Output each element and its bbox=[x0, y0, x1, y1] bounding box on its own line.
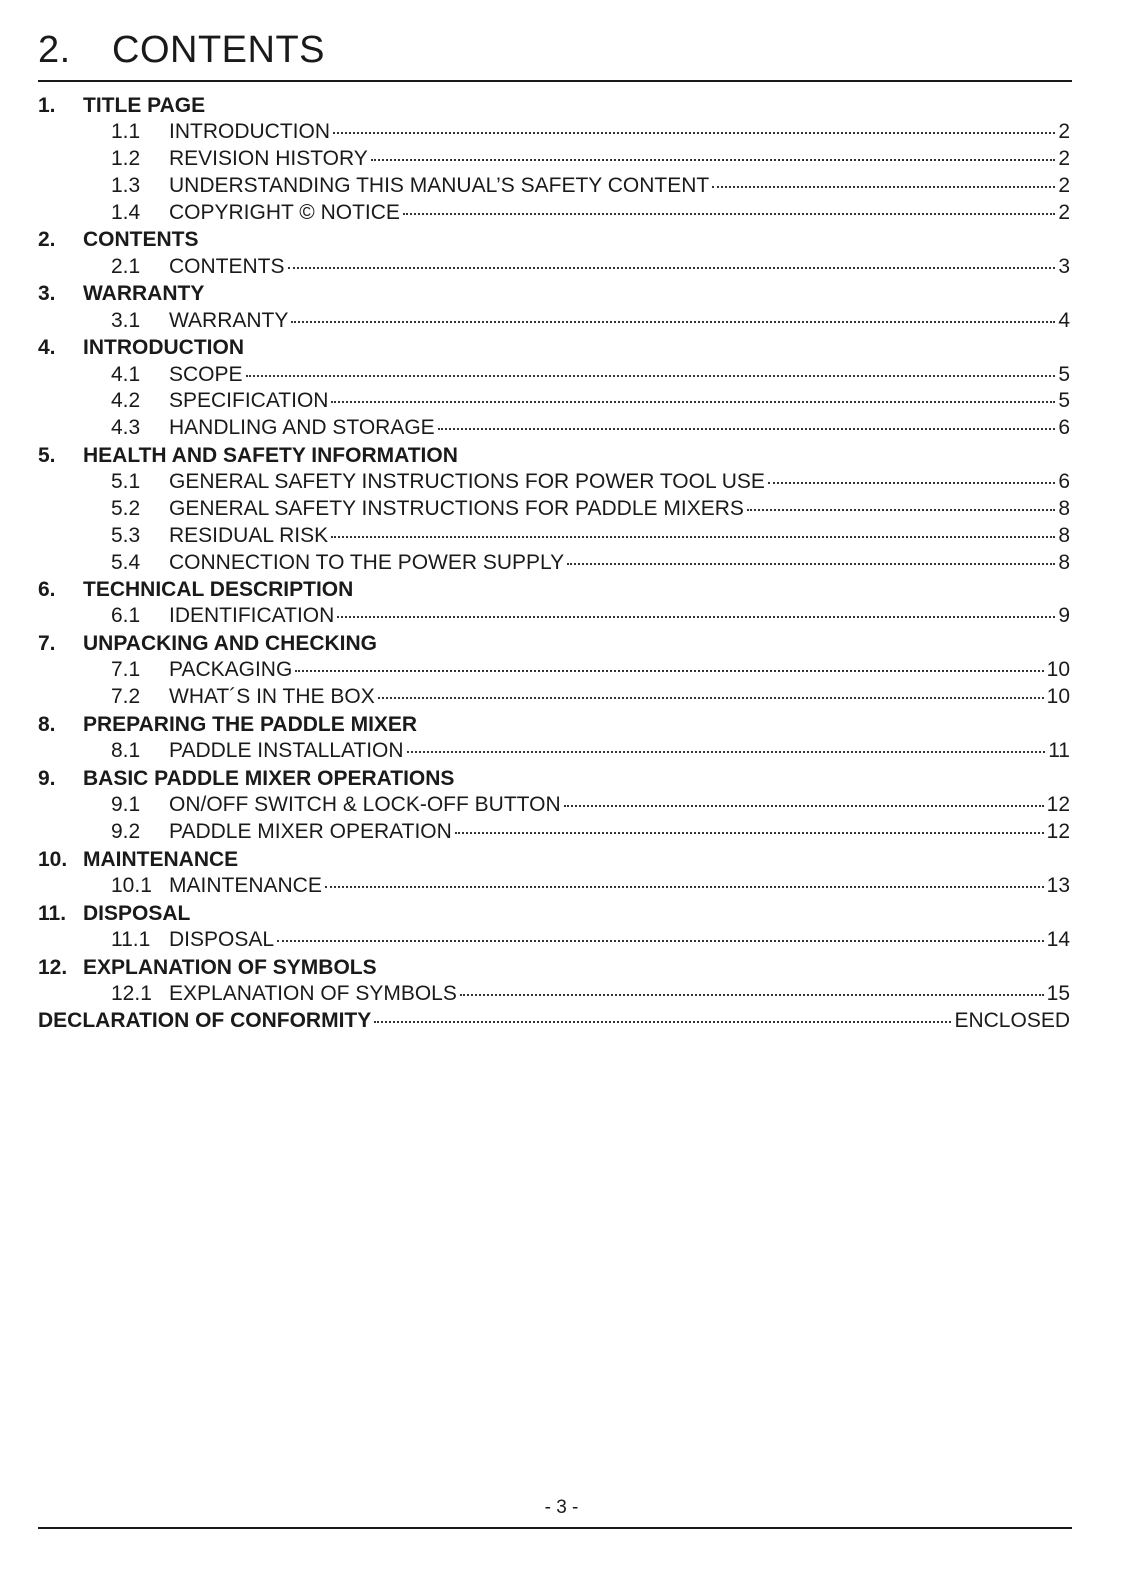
toc-entry-page: 13 bbox=[1046, 874, 1070, 898]
toc-entry-page: 2 bbox=[1058, 173, 1070, 197]
dot-leader bbox=[460, 994, 1044, 996]
toc-entry[interactable] bbox=[38, 469, 1070, 496]
toc-entry[interactable] bbox=[38, 927, 1070, 954]
toc-entry-number: 9.1 bbox=[111, 793, 141, 817]
toc-section-number: 4. bbox=[38, 336, 56, 360]
toc-entry[interactable] bbox=[38, 119, 1070, 146]
toc-entry-title: HANDLING AND STORAGE bbox=[169, 416, 435, 440]
dot-leader bbox=[374, 1021, 951, 1023]
toc-entry-title: INTRODUCTION bbox=[169, 120, 330, 144]
toc-entry-page: 3 bbox=[1058, 254, 1070, 278]
toc-entry[interactable] bbox=[38, 173, 1070, 200]
toc-entry-number: 1.4 bbox=[111, 200, 141, 224]
toc-entry[interactable] bbox=[38, 146, 1070, 173]
dot-leader bbox=[291, 321, 1055, 323]
toc-section-title: UNPACKING AND CHECKING bbox=[83, 632, 377, 656]
table-of-contents bbox=[38, 92, 1070, 1035]
page-heading bbox=[38, 26, 1072, 74]
dot-leader bbox=[712, 186, 1055, 188]
dot-leader bbox=[768, 482, 1055, 484]
toc-entry-number: 10.1 bbox=[111, 874, 152, 898]
toc-section-heading bbox=[38, 900, 1070, 927]
toc-entry-title: SCOPE bbox=[169, 362, 243, 386]
dot-leader bbox=[438, 428, 1056, 430]
toc-section-heading bbox=[38, 846, 1070, 873]
toc-entry-number: 12.1 bbox=[111, 981, 152, 1005]
toc-entry-number: 8.1 bbox=[111, 739, 141, 763]
toc-entry[interactable] bbox=[38, 792, 1070, 819]
toc-section-number: 1. bbox=[38, 94, 56, 117]
toc-entry-number: 9.2 bbox=[111, 820, 141, 844]
toc-section-heading bbox=[38, 711, 1070, 738]
toc-section-title: DISPOSAL bbox=[83, 901, 191, 925]
toc-entry-number: 1.2 bbox=[111, 146, 141, 170]
toc-section-number: 2. bbox=[38, 228, 56, 252]
toc-entry-title: WHAT´S IN THE BOX bbox=[169, 685, 375, 709]
bottom-divider bbox=[38, 1527, 1072, 1529]
toc-entry-title: UNDERSTANDING THIS MANUAL’S SAFETY CONTENT bbox=[169, 173, 710, 197]
toc-entry-number: 4.3 bbox=[111, 416, 141, 440]
toc-entry-page: 2 bbox=[1058, 200, 1070, 224]
toc-entry-title: REVISION HISTORY bbox=[169, 146, 368, 170]
toc-section-number: 12. bbox=[38, 955, 68, 979]
toc-entry[interactable] bbox=[38, 550, 1070, 577]
toc-entry-page: 12 bbox=[1046, 820, 1070, 844]
toc-section-title: TECHNICAL DESCRIPTION bbox=[83, 578, 354, 602]
toc-section-title: MAINTENANCE bbox=[83, 847, 239, 871]
toc-section-number: 5. bbox=[38, 443, 56, 467]
toc-section-heading bbox=[38, 954, 1070, 981]
toc-entry-title: EXPLANATION OF SYMBOLS bbox=[169, 981, 457, 1005]
page-heading-title: CONTENTS bbox=[112, 29, 325, 71]
dot-leader bbox=[407, 751, 1046, 753]
toc-entry-number: 3.1 bbox=[111, 308, 141, 332]
toc-entry[interactable] bbox=[38, 873, 1070, 900]
dot-leader bbox=[564, 805, 1044, 807]
toc-entry-page: 11 bbox=[1048, 739, 1070, 763]
toc-section-number: 3. bbox=[38, 282, 56, 306]
toc-section-title: TITLE PAGE bbox=[83, 94, 206, 117]
toc-entry-page: 5 bbox=[1058, 362, 1070, 386]
toc-declaration-title: DECLARATION OF CONFORMITY bbox=[38, 1008, 372, 1032]
dot-leader bbox=[371, 159, 1056, 161]
toc-entry-number: 1.1 bbox=[111, 120, 141, 144]
toc-entry[interactable] bbox=[38, 388, 1070, 415]
toc-section-heading bbox=[38, 765, 1070, 792]
page-heading-number: 2. bbox=[38, 29, 71, 71]
dot-leader bbox=[325, 886, 1044, 888]
toc-entry-title: PADDLE INSTALLATION bbox=[169, 739, 404, 763]
toc-entry-number: 5.2 bbox=[111, 496, 141, 520]
toc-entry-page: 8 bbox=[1058, 496, 1070, 520]
toc-entry[interactable] bbox=[38, 496, 1070, 523]
dot-leader bbox=[747, 509, 1055, 511]
toc-entry-title: ON/OFF SWITCH & LOCK-OFF BUTTON bbox=[169, 793, 561, 817]
toc-section-title: PREPARING THE PADDLE MIXER bbox=[83, 713, 418, 737]
toc-section-heading bbox=[38, 630, 1070, 657]
dot-leader bbox=[277, 940, 1044, 942]
toc-entry-number: 1.3 bbox=[111, 173, 141, 197]
toc-entry[interactable] bbox=[38, 684, 1070, 711]
toc-entry[interactable] bbox=[38, 254, 1070, 281]
toc-section-heading bbox=[38, 280, 1070, 307]
toc-section-heading bbox=[38, 226, 1070, 253]
toc-entry[interactable] bbox=[38, 981, 1070, 1008]
toc-section-title: EXPLANATION OF SYMBOLS bbox=[83, 955, 377, 979]
toc-entry-number: 7.2 bbox=[111, 685, 141, 709]
toc-section-title: HEALTH AND SAFETY INFORMATION bbox=[83, 443, 458, 467]
toc-entry-title: DISPOSAL bbox=[169, 928, 275, 951]
toc-entry-title: MAINTENANCE bbox=[169, 874, 322, 898]
toc-section-number: 9. bbox=[38, 767, 56, 791]
dot-leader bbox=[567, 563, 1055, 565]
toc-entry-page: 10 bbox=[1046, 658, 1070, 682]
toc-entry-number: 11.1 bbox=[111, 928, 151, 951]
toc-entry[interactable] bbox=[38, 738, 1070, 765]
toc-entry[interactable] bbox=[38, 415, 1070, 442]
top-divider bbox=[38, 80, 1072, 82]
toc-entry-number: 5.4 bbox=[111, 550, 141, 574]
toc-entry-title: GENERAL SAFETY INSTRUCTIONS FOR PADDLE MIXERS bbox=[169, 496, 744, 520]
toc-entry-number: 6.1 bbox=[111, 604, 141, 628]
toc-section-number: 7. bbox=[38, 632, 56, 656]
toc-section-heading bbox=[38, 92, 1070, 119]
dot-leader bbox=[333, 132, 1055, 134]
toc-section-heading bbox=[38, 442, 1070, 469]
dot-leader bbox=[295, 670, 1043, 672]
toc-section-number: 11. bbox=[38, 901, 67, 925]
toc-entry-title: CONNECTION TO THE POWER SUPPLY bbox=[169, 550, 565, 574]
toc-section-title: INTRODUCTION bbox=[83, 336, 244, 360]
toc-entry-page: 5 bbox=[1058, 389, 1070, 413]
toc-entry-page: 6 bbox=[1058, 416, 1070, 440]
toc-entry-title: PACKAGING bbox=[169, 658, 293, 682]
toc-declaration[interactable] bbox=[38, 1008, 1070, 1035]
toc-entry[interactable] bbox=[38, 362, 1070, 389]
toc-entry[interactable] bbox=[38, 308, 1070, 335]
toc-section-number: 6. bbox=[38, 578, 56, 602]
toc-entry-page: 9 bbox=[1058, 604, 1070, 628]
toc-entry-page: 6 bbox=[1058, 470, 1070, 494]
toc-entry-title: CONTENTS bbox=[169, 254, 285, 278]
dot-leader bbox=[288, 267, 1056, 269]
toc-entry-page: 2 bbox=[1058, 146, 1070, 170]
toc-entry-page: 2 bbox=[1058, 120, 1070, 144]
dot-leader bbox=[455, 832, 1044, 834]
dot-leader bbox=[246, 375, 1056, 377]
toc-entry-page: 4 bbox=[1058, 308, 1070, 332]
toc-entry[interactable] bbox=[38, 523, 1070, 550]
toc-entry-title: COPYRIGHT © NOTICE bbox=[169, 200, 400, 224]
toc-section-title: BASIC PADDLE MIXER OPERATIONS bbox=[83, 767, 455, 791]
toc-declaration-page: ENCLOSED bbox=[954, 1008, 1070, 1032]
toc-section-heading bbox=[38, 576, 1070, 603]
toc-entry[interactable] bbox=[38, 200, 1070, 227]
toc-entry-number: 5.3 bbox=[111, 523, 141, 547]
toc-entry[interactable] bbox=[38, 819, 1070, 846]
dot-leader bbox=[337, 616, 1055, 618]
toc-section-number: 8. bbox=[38, 713, 56, 737]
toc-entry-title: SPECIFICATION bbox=[169, 389, 329, 413]
toc-entry-title: IDENTIFICATION bbox=[169, 604, 335, 628]
toc-entry-title: RESIDUAL RISK bbox=[169, 523, 329, 547]
toc-entry-title: GENERAL SAFETY INSTRUCTIONS FOR POWER TOOL USE bbox=[169, 470, 765, 494]
toc-entry-title: WARRANTY bbox=[169, 308, 289, 332]
toc-entry[interactable] bbox=[38, 603, 1070, 630]
toc-entry-number: 4.2 bbox=[111, 389, 141, 413]
toc-entry-page: 8 bbox=[1058, 523, 1070, 547]
dot-leader bbox=[331, 401, 1055, 403]
toc-entry-number: 4.1 bbox=[111, 362, 141, 386]
dot-leader bbox=[331, 536, 1055, 538]
dot-leader bbox=[378, 697, 1044, 699]
toc-entry-title: PADDLE MIXER OPERATION bbox=[169, 820, 452, 844]
toc-entry-page: 10 bbox=[1046, 685, 1070, 709]
toc-entry-page: 12 bbox=[1046, 793, 1070, 817]
toc-entry-number: 2.1 bbox=[111, 254, 141, 278]
toc-entry-page: 15 bbox=[1046, 981, 1070, 1005]
toc-section-title: CONTENTS bbox=[83, 228, 199, 252]
toc-section-number: 10. bbox=[38, 847, 68, 871]
toc-entry-page: 14 bbox=[1046, 928, 1070, 951]
toc-entry-page: 8 bbox=[1058, 550, 1070, 574]
toc-entry-number: 5.1 bbox=[111, 470, 141, 494]
toc-section-heading bbox=[38, 334, 1070, 361]
page-number: - 3 - bbox=[544, 1497, 579, 1518]
toc-entry[interactable] bbox=[38, 657, 1070, 684]
toc-section-title: WARRANTY bbox=[83, 282, 205, 306]
toc-entry-number: 7.1 bbox=[111, 658, 141, 682]
dot-leader bbox=[403, 213, 1055, 215]
